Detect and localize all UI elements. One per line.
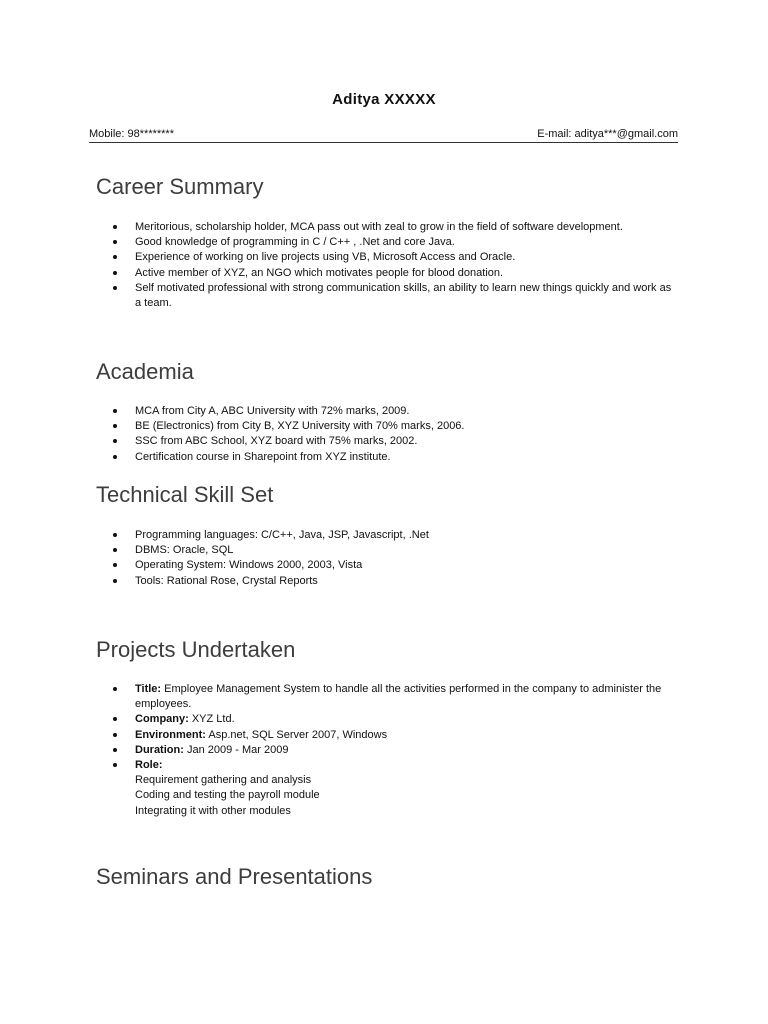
skills-list — [96, 528, 676, 589]
project-duration-value: Jan 2009 - Mar 2009 — [186, 743, 289, 756]
career-summary-list — [96, 220, 676, 311]
academia-list — [96, 404, 676, 465]
list-item: SSC from ABC School, XYZ board with 75% marks, 2002. — [96, 434, 676, 449]
list-item: Experience of working on live projects using VB, Microsoft Access and Oracle. — [96, 250, 676, 265]
section-title-seminars-and-presentations: Seminars and Presentations — [96, 864, 373, 889]
role-line: Integrating it with other modules — [135, 804, 291, 817]
project-title-value: Employee Management System to handle all the activities performed in the company to administer the employees. — [135, 683, 662, 711]
project-duration-label: Duration: — [135, 743, 184, 756]
mobile-number: Mobile: 98******** — [89, 128, 174, 140]
section-title-career-summary: Career Summary — [96, 174, 264, 199]
section-title-projects-undertaken: Projects Undertaken — [96, 637, 296, 662]
list-item: MCA from City A, ABC University with 72% marks, 2009. — [96, 404, 676, 419]
role-line: Requirement gathering and analysis — [135, 774, 312, 787]
project-title-item — [96, 682, 676, 712]
project-role-lines — [135, 773, 676, 819]
list-item: Meritorious, scholarship holder, MCA pass out with zeal to grow in the field of software development. — [96, 220, 676, 235]
list-item: Good knowledge of programming in C / C++ , .Net and core Java. — [96, 235, 676, 250]
list-item: Self motivated professional with strong communication skills, an ability to learn new things quickly and work as a team. — [96, 281, 676, 311]
projects-list — [96, 682, 676, 819]
contact-bar — [89, 128, 678, 143]
project-role-label: Role: — [135, 759, 163, 772]
list-item: Operating System: Windows 2000, 2003, Vista — [96, 558, 676, 573]
list-item: Tools: Rational Rose, Crystal Reports — [96, 574, 676, 589]
project-title-label: Title: — [135, 683, 162, 695]
list-item: DBMS: Oracle, SQL — [96, 543, 676, 558]
project-role-item — [96, 758, 676, 819]
email-address: E-mail: aditya***@gmail.com — [537, 128, 678, 140]
project-duration-item — [96, 743, 676, 758]
list-item: BE (Electronics) from City B, XYZ University with 70% marks, 2006. — [96, 419, 676, 434]
project-company-label: Company: — [135, 713, 189, 726]
section-title-academia: Academia — [96, 359, 194, 384]
list-item: Certification course in Sharepoint from XYZ institute. — [96, 450, 676, 465]
project-company-item — [96, 712, 676, 727]
project-environment-item — [96, 728, 676, 743]
project-environment-value: Asp.net, SQL Server 2007, Windows — [208, 728, 388, 741]
project-environment-label: Environment: — [135, 728, 206, 741]
list-item: Programming languages: C/C++, Java, JSP, Javascript, .Net — [96, 528, 676, 543]
role-line: Coding and testing the payroll module — [135, 789, 320, 802]
project-company-value: XYZ Ltd. — [191, 713, 235, 726]
section-title-technical-skill-set: Technical Skill Set — [96, 482, 274, 507]
list-item: Active member of XYZ, an NGO which motivates people for blood donation. — [96, 266, 676, 281]
candidate-name: Aditya XXXXX — [332, 91, 436, 108]
